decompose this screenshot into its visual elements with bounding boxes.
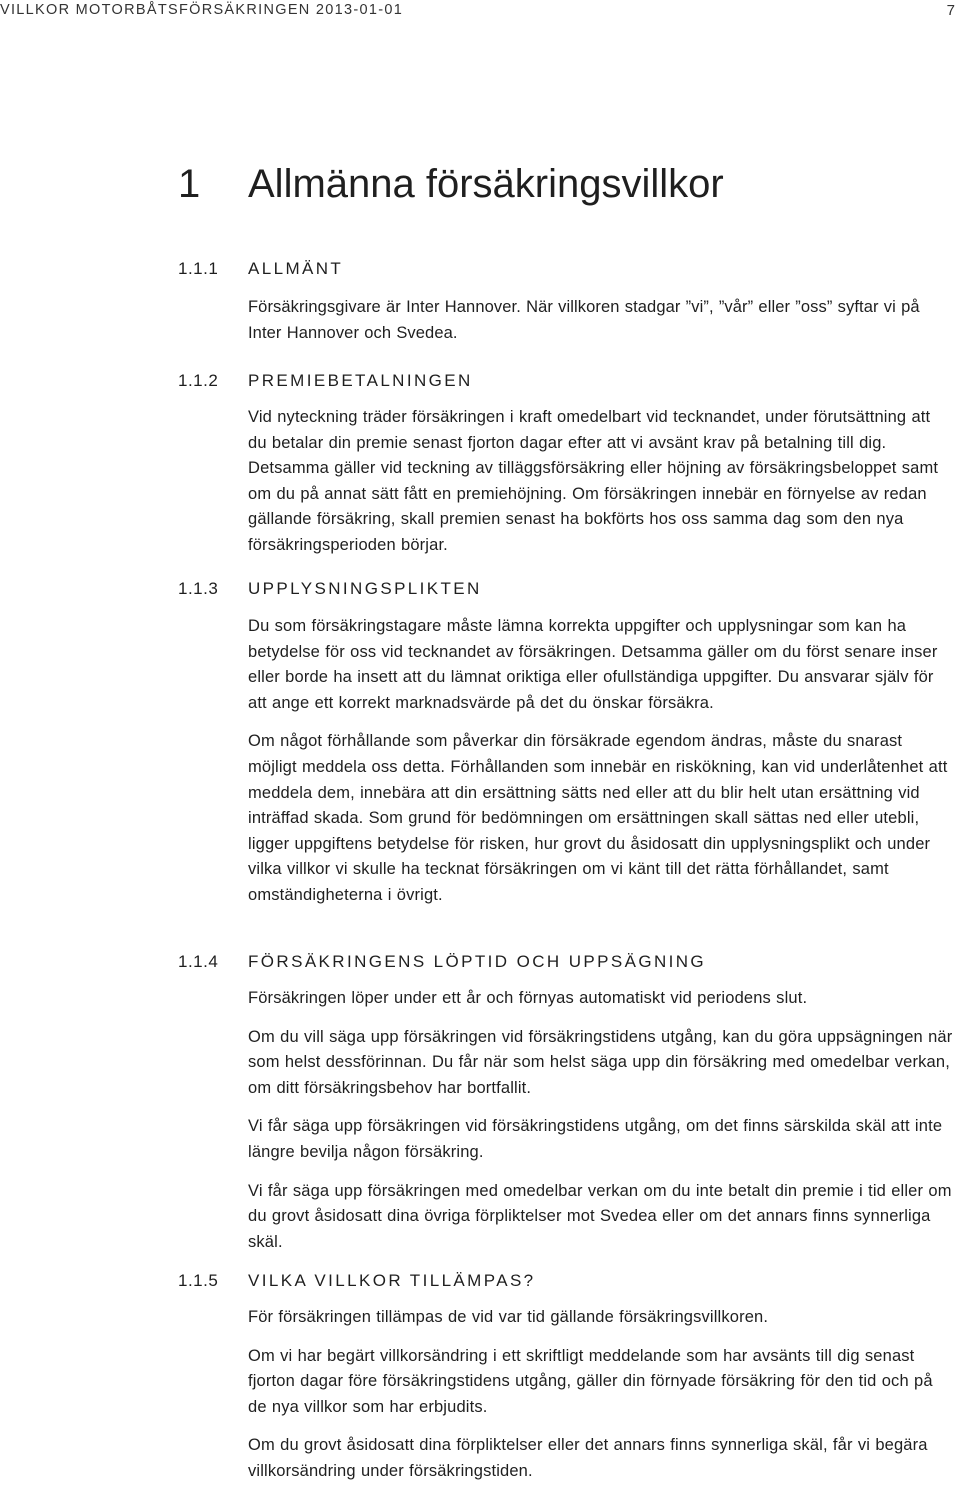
section-number: 1.1.4 [178,952,219,971]
section-heading: FÖRSÄKRINGENS LÖPTID OCH UPPSÄGNING [248,952,707,971]
paragraph: Vi får säga upp försäkringen med omedelbar verkan om du inte betalt din premie i tid eller om du grovt åsidosatt dina övriga förpliktelser mot Svedea eller om det annars finns synnerliga skäl. [248,1181,952,1251]
running-header [0,0,960,24]
section-heading: PREMIEBETALNINGEN [248,371,473,390]
paragraph: Du som försäkringstagare måste lämna korrekta uppgifter och upplysningar som kan ha betydelse för oss vid tecknandet av försäkringen. Detsamma gäller om du först senare inser eller borde ha insett att du lämnat oriktiga eller ofullständiga uppgifter. Du ansvarar själv för att ange ett korrekt marknadsvärde på det du önskar försäkra. [248,617,938,712]
chapter-heading [178,162,948,214]
paragraph: För försäkringen tillämpas de vid var tid gällande försäkringsvillkoren. [248,1308,769,1326]
paragraph: Om du vill säga upp försäkringen vid försäkringstidens utgång, kan du göra uppsägningen när som helst dessförinnan. Du får när som helst säga upp din försäkring med omedelbar verkan, om ditt försäkringsbehov har bortfallit. [248,1027,953,1097]
page-number: 7 [946,2,955,19]
section-heading: VILKA VILLKOR TILLÄMPAS? [248,1271,536,1290]
paragraph: Om du grovt åsidosatt dina förpliktelser eller det annars finns synnerliga skäl, får vi begära villkorsändring under försäkringstiden. [248,1436,928,1480]
section-number: 1.1.5 [178,1271,219,1290]
section-number: 1.1.3 [178,579,219,598]
section-number: 1.1.2 [178,371,219,390]
chapter-number: 1 [178,162,201,206]
section-number: 1.1.1 [178,259,219,278]
paragraph: Försäkringsgivare är Inter Hannover. När villkoren stadgar ”vi”, ”vår” eller ”oss” syftar vi på Inter Hannover och Svedea. [248,298,920,342]
paragraph: Om något förhållande som påverkar din försäkrade egendom ändras, måste du snarast möjligt meddela oss detta. Förhållanden som innebär en riskökning, kan vid underlåtenhet att meddela dem, innebära att din ersättning sätts ned eller att du blir helt utan ersättning vid inträffad skada. Som grund för bedömningen om ersättningen skall sättas ned eller utebli, ligger uppgiftens betydelse för risken, hur grovt du åsidosatt din upplysningsplikt och under vilka villkor vi skulle ha tecknat försäkringen om vi känt till det rätta förhållandet, samt omständigheterna i övrigt. [248,732,948,904]
section-heading: UPPLYSNINGSPLIKTEN [248,579,482,598]
paragraph: Vi får säga upp försäkringen vid försäkringstidens utgång, om det finns särskilda skäl att inte längre bevilja någon försäkring. [248,1117,943,1161]
paragraph: Försäkringen löper under ett år och förnyas automatiskt vid periodens slut. [248,989,808,1007]
paragraph: Om vi har begärt villkorsändring i ett skriftligt meddelande som har avsänts till dig senast fjorton dagar före försäkringstidens utgång, gäller din förnyade försäkring för den tid och på de nya villkor som har erbjudits. [248,1346,933,1416]
paragraph: Vid nyteckning träder försäkringen i kraft omedelbart vid tecknandet, under förutsättning att du betalar din premie senast fjorton dagar efter att vi avsänt krav på betalning till dig. Detsamma gäller vid teckning av tilläggsförsäkring eller höjning av försäkringsbeloppet samt om du på annat sätt fått en premiehöjning. Om försäkringen innebär en förnyelse av redan gällande försäkring, skall premien senast ha bokförts hos oss samma dag som den nya försäkringsperioden börjar. [248,408,939,554]
chapter-title: Allmänna försäkringsvillkor [248,162,724,206]
section-heading: ALLMÄNT [248,259,344,278]
document-title: VILLKOR MOTORBÅTSFÖRSÄKRINGEN 2013-01-01 [0,2,404,18]
